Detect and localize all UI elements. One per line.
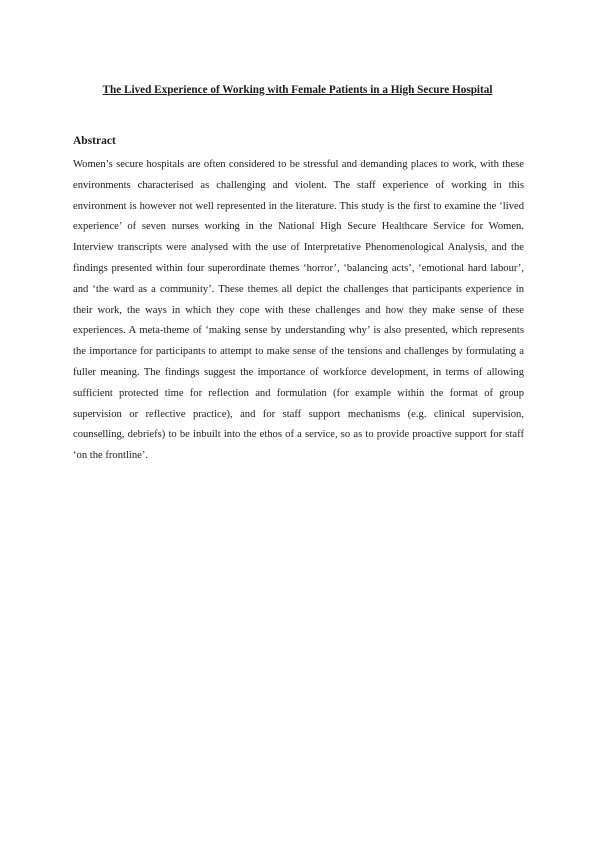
abstract-heading: Abstract <box>73 135 116 147</box>
abstract-body: Women’s secure hospitals are often considered to be stressful and demanding places to work, with these environments characterised as challenging and violent. The staff experience of working in this environment is however not well represented in the literature. This study is the first to examine the ‘lived experience’ of seven nurses working in the National High Secure Healthcare Service for Women. Interview transcripts were analysed with the use of Interpretative Phenomenological Analysis, and the findings presented within four superordinate themes ‘horror’, ‘balancing acts’, ‘emotional hard labour’, and ‘the ward as a community’. These themes all depict the challenges that participants experience in their work, the ways in which they cope with these challenges and how they make sense of these experiences. A meta-theme of ‘making sense by understanding why’ is also presented, which represents the importance for participants to attempt to make sense of the tensions and challenges by formulating a fuller meaning. The findings suggest the importance of workforce development, in terms of allowing sufficient protected time for reflection and formulation (for example within the format of group supervision or reflective practice), and for staff support mechanisms (e.g. clinical supervision, counselling, debriefs) to be inbuilt into the ethos of a service, so as to provide proactive support for staff ‘on the frontline’. <box>73 159 524 462</box>
paper-title: The Lived Experience of Working with Female Patients in a High Secure Hospital <box>102 84 493 96</box>
